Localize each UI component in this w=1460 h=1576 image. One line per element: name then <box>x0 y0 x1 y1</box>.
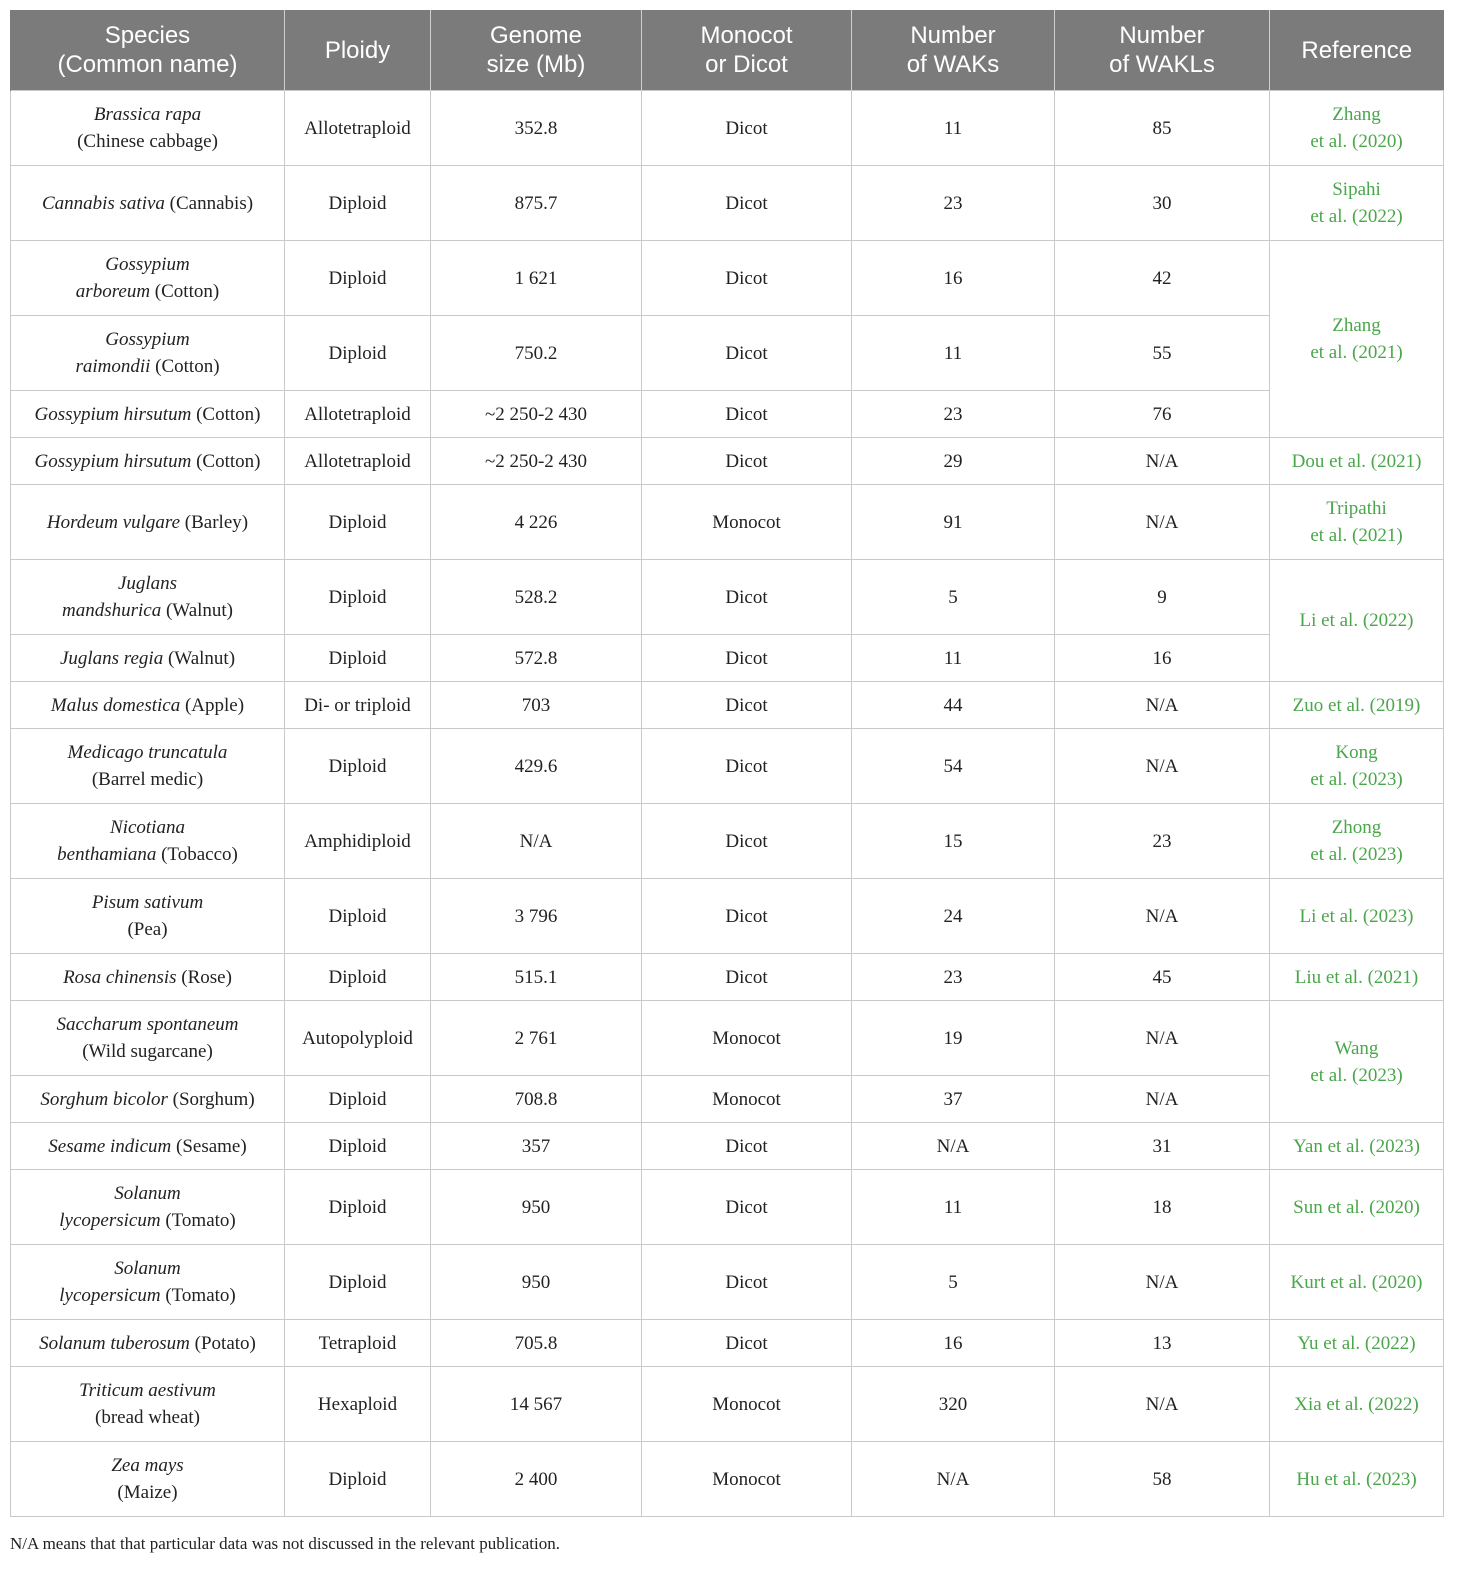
species-name: Triticum aestivum <box>79 1380 216 1401</box>
cell-number-waks: 16 <box>852 241 1055 316</box>
species-name: Hordeum vulgare <box>46 511 181 533</box>
species-name: Medicago truncatula <box>67 742 228 763</box>
common-name: (Sesame) <box>171 1135 247 1157</box>
reference-link[interactable]: Zhong <box>1331 817 1382 838</box>
common-name: (Maize) <box>117 1482 178 1503</box>
cell-ploidy: Diploid <box>285 729 431 804</box>
cell-number-waks: 23 <box>852 166 1055 241</box>
cell-number-waks: 5 <box>852 560 1055 635</box>
table-row <box>11 1245 1444 1320</box>
common-name: (Walnut) <box>163 647 236 669</box>
common-name: (Sorghum) <box>167 1088 255 1110</box>
reference-link[interactable]: et al. (2023) <box>1310 1064 1403 1086</box>
cell-number-waks: 91 <box>852 485 1055 560</box>
cell-reference[interactable] <box>1270 1367 1444 1442</box>
cell-reference[interactable] <box>1270 241 1444 438</box>
cell-genome-size: 429.6 <box>431 729 642 804</box>
reference-link[interactable]: et al. (2023) <box>1310 769 1403 790</box>
cell-monocot-dicot: Dicot <box>642 879 852 954</box>
cell-monocot-dicot: Dicot <box>642 241 852 316</box>
cell-species <box>11 485 285 560</box>
cell-number-waks: 15 <box>852 804 1055 879</box>
cell-species <box>11 954 285 1001</box>
species-name: Malus domestica <box>50 694 181 716</box>
cell-monocot-dicot: Monocot <box>642 1001 852 1076</box>
cell-number-wakls: 45 <box>1055 954 1270 1001</box>
table-row <box>11 241 1444 316</box>
species-name: Gossypium hirsutum <box>34 450 192 472</box>
species-name: Brassica rapa <box>93 104 202 125</box>
reference-link[interactable]: Zhang <box>1332 104 1381 125</box>
cell-number-wakls: 76 <box>1055 391 1270 438</box>
cell-monocot-dicot: Monocot <box>642 485 852 560</box>
header-ploidy: Ploidy <box>285 10 431 91</box>
cell-reference[interactable] <box>1270 1170 1444 1245</box>
cell-monocot-dicot: Dicot <box>642 438 852 485</box>
table-row <box>11 635 1444 682</box>
cell-reference[interactable] <box>1270 485 1444 560</box>
header-row <box>11 10 1444 91</box>
wak-table <box>10 10 1444 1517</box>
species-name: Juglans <box>117 573 178 594</box>
cell-monocot-dicot: Monocot <box>642 1367 852 1442</box>
cell-number-wakls: 85 <box>1055 91 1270 166</box>
cell-ploidy: Autopolyploid <box>285 1001 431 1076</box>
table-row <box>11 391 1444 438</box>
cell-number-wakls: N/A <box>1055 682 1270 729</box>
cell-monocot-dicot: Dicot <box>642 635 852 682</box>
common-name: (Cotton) <box>150 356 220 377</box>
table-row <box>11 560 1444 635</box>
cell-ploidy: Diploid <box>285 635 431 682</box>
cell-genome-size: 2 761 <box>431 1001 642 1076</box>
cell-number-waks: 5 <box>852 1245 1055 1320</box>
table-row <box>11 1170 1444 1245</box>
common-name: (Cotton) <box>191 403 261 425</box>
cell-reference[interactable] <box>1270 1245 1444 1320</box>
cell-ploidy: Diploid <box>285 1076 431 1123</box>
cell-number-waks: 24 <box>852 879 1055 954</box>
cell-reference[interactable] <box>1270 1320 1444 1367</box>
cell-species <box>11 316 285 391</box>
cell-monocot-dicot: Dicot <box>642 1170 852 1245</box>
common-name: (Tobacco) <box>156 844 238 865</box>
cell-species <box>11 1245 285 1320</box>
cell-species <box>11 1442 285 1517</box>
cell-number-waks: 37 <box>852 1076 1055 1123</box>
common-name: (Wild sugarcane) <box>82 1041 213 1062</box>
species-name: Gossypium <box>105 254 190 275</box>
cell-species <box>11 729 285 804</box>
cell-monocot-dicot: Monocot <box>642 1076 852 1123</box>
table-row <box>11 438 1444 485</box>
reference-link[interactable]: Sipahi <box>1332 179 1381 200</box>
header-number-waks: Number of WAKs <box>852 10 1055 91</box>
table-row <box>11 485 1444 560</box>
reference-link[interactable]: Wang <box>1334 1037 1379 1059</box>
cell-monocot-dicot: Dicot <box>642 166 852 241</box>
common-name: (Potato) <box>189 1332 256 1354</box>
reference-link[interactable]: Kong <box>1335 742 1378 763</box>
cell-genome-size: 750.2 <box>431 316 642 391</box>
cell-species <box>11 166 285 241</box>
reference-link[interactable]: et al. (2022) <box>1310 206 1403 227</box>
cell-number-waks: 19 <box>852 1001 1055 1076</box>
cell-ploidy: Diploid <box>285 485 431 560</box>
cell-species <box>11 682 285 729</box>
common-name: (Rose) <box>176 966 232 988</box>
cell-genome-size: 950 <box>431 1245 642 1320</box>
species-name: benthamiana <box>57 844 157 865</box>
cell-number-waks: 320 <box>852 1367 1055 1442</box>
cell-genome-size: 705.8 <box>431 1320 642 1367</box>
reference-link[interactable]: et al. (2023) <box>1310 844 1403 865</box>
cell-ploidy: Allotetraploid <box>285 91 431 166</box>
cell-number-wakls: 42 <box>1055 241 1270 316</box>
cell-number-waks: 44 <box>852 682 1055 729</box>
cell-number-waks: 16 <box>852 1320 1055 1367</box>
cell-genome-size: 1 621 <box>431 241 642 316</box>
reference-link[interactable]: et al. (2020) <box>1310 131 1403 152</box>
cell-species <box>11 1170 285 1245</box>
cell-number-waks: 29 <box>852 438 1055 485</box>
species-name: Solanum <box>114 1183 181 1204</box>
cell-species <box>11 1320 285 1367</box>
cell-number-wakls: N/A <box>1055 1245 1270 1320</box>
common-name: (Cotton) <box>150 281 220 302</box>
species-name: Juglans regia <box>59 647 164 669</box>
cell-number-wakls: 9 <box>1055 560 1270 635</box>
cell-ploidy: Diploid <box>285 1442 431 1517</box>
common-name: (Barley) <box>180 511 249 533</box>
species-name: mandshurica <box>61 600 162 621</box>
cell-genome-size: 14 567 <box>431 1367 642 1442</box>
common-name: (Walnut) <box>161 600 234 621</box>
cell-reference[interactable] <box>1270 682 1444 729</box>
cell-number-waks: 11 <box>852 91 1055 166</box>
cell-ploidy: Allotetraploid <box>285 391 431 438</box>
species-name: arboreum <box>75 281 151 302</box>
reference-link[interactable]: Yu et al. (2022) <box>1297 1332 1416 1354</box>
cell-monocot-dicot: Dicot <box>642 1320 852 1367</box>
cell-ploidy: Allotetraploid <box>285 438 431 485</box>
cell-number-wakls: N/A <box>1055 1001 1270 1076</box>
cell-number-wakls: 23 <box>1055 804 1270 879</box>
cell-number-waks: 23 <box>852 391 1055 438</box>
cell-number-wakls: N/A <box>1055 485 1270 560</box>
cell-genome-size: 572.8 <box>431 635 642 682</box>
reference-link[interactable]: Tripathi <box>1326 498 1387 519</box>
cell-number-wakls: N/A <box>1055 1076 1270 1123</box>
cell-genome-size: 950 <box>431 1170 642 1245</box>
cell-number-wakls: 18 <box>1055 1170 1270 1245</box>
reference-link[interactable]: Dou et al. (2021) <box>1291 450 1422 472</box>
table-row <box>11 879 1444 954</box>
table-row <box>11 682 1444 729</box>
cell-reference[interactable] <box>1270 91 1444 166</box>
species-name: raimondii <box>75 356 151 377</box>
cell-genome-size: 352.8 <box>431 91 642 166</box>
cell-reference[interactable] <box>1270 1442 1444 1517</box>
cell-reference[interactable] <box>1270 1001 1444 1123</box>
species-name: Nicotiana <box>110 817 185 838</box>
cell-reference[interactable] <box>1270 560 1444 682</box>
cell-monocot-dicot: Dicot <box>642 1245 852 1320</box>
species-name: Saccharum spontaneum <box>56 1014 239 1035</box>
cell-genome-size: 357 <box>431 1123 642 1170</box>
cell-genome-size: 3 796 <box>431 879 642 954</box>
cell-genome-size: ~2 250-2 430 <box>431 438 642 485</box>
cell-ploidy: Diploid <box>285 1123 431 1170</box>
table-row <box>11 1123 1444 1170</box>
cell-genome-size: 2 400 <box>431 1442 642 1517</box>
cell-species <box>11 635 285 682</box>
reference-link[interactable]: Yan et al. (2023) <box>1293 1135 1420 1157</box>
cell-number-waks: 23 <box>852 954 1055 1001</box>
common-name: (Cannabis) <box>164 192 254 214</box>
reference-link[interactable]: Liu et al. (2021) <box>1294 966 1419 988</box>
cell-species <box>11 91 285 166</box>
species-name: Cannabis sativa <box>41 192 165 214</box>
table-row <box>11 91 1444 166</box>
cell-number-wakls: N/A <box>1055 438 1270 485</box>
species-name: Sorghum bicolor <box>40 1088 168 1110</box>
cell-ploidy: Amphidiploid <box>285 804 431 879</box>
cell-ploidy: Di- or triploid <box>285 682 431 729</box>
header-species: Species (Common name) <box>11 10 285 91</box>
cell-genome-size: ~2 250-2 430 <box>431 391 642 438</box>
common-name: (Tomato) <box>160 1210 236 1231</box>
header-genome-size: Genome size (Mb) <box>431 10 642 91</box>
common-name: (Barrel medic) <box>91 769 204 790</box>
cell-number-wakls: N/A <box>1055 1367 1270 1442</box>
cell-species <box>11 391 285 438</box>
cell-genome-size: N/A <box>431 804 642 879</box>
cell-monocot-dicot: Dicot <box>642 804 852 879</box>
cell-number-wakls: 55 <box>1055 316 1270 391</box>
cell-number-wakls: 58 <box>1055 1442 1270 1517</box>
cell-reference[interactable] <box>1270 804 1444 879</box>
cell-genome-size: 528.2 <box>431 560 642 635</box>
cell-species <box>11 560 285 635</box>
common-name: (Tomato) <box>160 1285 236 1306</box>
table-row <box>11 166 1444 241</box>
common-name: (Chinese cabbage) <box>77 131 218 152</box>
cell-ploidy: Diploid <box>285 879 431 954</box>
cell-ploidy: Diploid <box>285 1170 431 1245</box>
cell-species <box>11 804 285 879</box>
cell-monocot-dicot: Dicot <box>642 91 852 166</box>
cell-monocot-dicot: Dicot <box>642 391 852 438</box>
reference-link[interactable]: Zuo et al. (2019) <box>1292 694 1421 716</box>
cell-genome-size: 515.1 <box>431 954 642 1001</box>
cell-monocot-dicot: Dicot <box>642 729 852 804</box>
common-name: (Apple) <box>180 694 245 716</box>
cell-monocot-dicot: Dicot <box>642 1123 852 1170</box>
reference-link[interactable]: Sun et al. (2020) <box>1293 1196 1420 1218</box>
species-name: lycopersicum <box>59 1285 161 1306</box>
reference-link[interactable]: Kurt et al. (2020) <box>1290 1271 1423 1293</box>
cell-genome-size: 875.7 <box>431 166 642 241</box>
cell-reference[interactable] <box>1270 954 1444 1001</box>
species-name: Zea mays <box>111 1455 184 1476</box>
cell-reference[interactable] <box>1270 729 1444 804</box>
reference-link[interactable]: et al. (2021) <box>1310 525 1403 546</box>
cell-monocot-dicot: Dicot <box>642 682 852 729</box>
cell-ploidy: Diploid <box>285 166 431 241</box>
cell-reference[interactable] <box>1270 879 1444 954</box>
cell-monocot-dicot: Dicot <box>642 954 852 1001</box>
reference-link[interactable]: Li et al. (2023) <box>1299 905 1414 927</box>
header-reference: Reference <box>1270 10 1444 91</box>
cell-number-waks: 11 <box>852 1170 1055 1245</box>
cell-species <box>11 1076 285 1123</box>
cell-ploidy: Diploid <box>285 1245 431 1320</box>
cell-species <box>11 241 285 316</box>
table-row <box>11 954 1444 1001</box>
table-row <box>11 729 1444 804</box>
cell-ploidy: Diploid <box>285 241 431 316</box>
cell-species <box>11 1001 285 1076</box>
table-row <box>11 1320 1444 1367</box>
table-row <box>11 1367 1444 1442</box>
cell-monocot-dicot: Dicot <box>642 316 852 391</box>
reference-link[interactable]: Hu et al. (2023) <box>1296 1468 1417 1490</box>
cell-reference[interactable] <box>1270 166 1444 241</box>
reference-link[interactable]: Li et al. (2022) <box>1299 610 1414 631</box>
species-name: Gossypium <box>105 329 190 350</box>
cell-species <box>11 438 285 485</box>
cell-genome-size: 703 <box>431 682 642 729</box>
table-row <box>11 316 1444 391</box>
table-row <box>11 1076 1444 1123</box>
species-name: Rosa chinensis <box>63 966 177 988</box>
cell-ploidy: Diploid <box>285 560 431 635</box>
cell-ploidy: Hexaploid <box>285 1367 431 1442</box>
table-row <box>11 1442 1444 1517</box>
common-name: (Pea) <box>127 919 168 940</box>
cell-number-wakls: 13 <box>1055 1320 1270 1367</box>
cell-number-waks: 11 <box>852 316 1055 391</box>
species-name: Sesame indicum <box>48 1135 172 1157</box>
reference-link[interactable]: Xia et al. (2022) <box>1294 1393 1419 1415</box>
cell-monocot-dicot: Monocot <box>642 1442 852 1517</box>
common-name: (bread wheat) <box>95 1407 200 1428</box>
cell-ploidy: Tetraploid <box>285 1320 431 1367</box>
cell-reference[interactable] <box>1270 438 1444 485</box>
cell-ploidy: Diploid <box>285 954 431 1001</box>
cell-species <box>11 1123 285 1170</box>
cell-number-wakls: N/A <box>1055 729 1270 804</box>
cell-number-waks: N/A <box>852 1123 1055 1170</box>
cell-number-waks: 54 <box>852 729 1055 804</box>
table-body <box>11 91 1444 1517</box>
common-name: (Cotton) <box>191 450 261 472</box>
cell-number-wakls: 30 <box>1055 166 1270 241</box>
header-number-wakls: Number of WAKLs <box>1055 10 1270 91</box>
table-row <box>11 1001 1444 1076</box>
cell-number-waks: N/A <box>852 1442 1055 1517</box>
cell-species <box>11 1367 285 1442</box>
species-name: Pisum sativum <box>91 892 204 913</box>
reference-link[interactable]: Zhang <box>1332 315 1381 336</box>
table-row <box>11 804 1444 879</box>
cell-monocot-dicot: Dicot <box>642 560 852 635</box>
header-monocot-dicot: Monocot or Dicot <box>642 10 852 91</box>
cell-genome-size: 4 226 <box>431 485 642 560</box>
species-name: Solanum <box>114 1258 181 1279</box>
cell-species <box>11 879 285 954</box>
cell-number-wakls: N/A <box>1055 879 1270 954</box>
species-name: Solanum tuberosum <box>39 1332 190 1354</box>
cell-number-wakls: 16 <box>1055 635 1270 682</box>
cell-reference[interactable] <box>1270 1123 1444 1170</box>
species-name: lycopersicum <box>59 1210 161 1231</box>
reference-link[interactable]: et al. (2021) <box>1310 342 1403 363</box>
species-name: Gossypium hirsutum <box>34 403 192 425</box>
cell-number-wakls: 31 <box>1055 1123 1270 1170</box>
cell-number-waks: 11 <box>852 635 1055 682</box>
cell-ploidy: Diploid <box>285 316 431 391</box>
footnote: N/A means that that particular data was not discussed in the relevant publication. <box>10 1534 560 1553</box>
cell-genome-size: 708.8 <box>431 1076 642 1123</box>
